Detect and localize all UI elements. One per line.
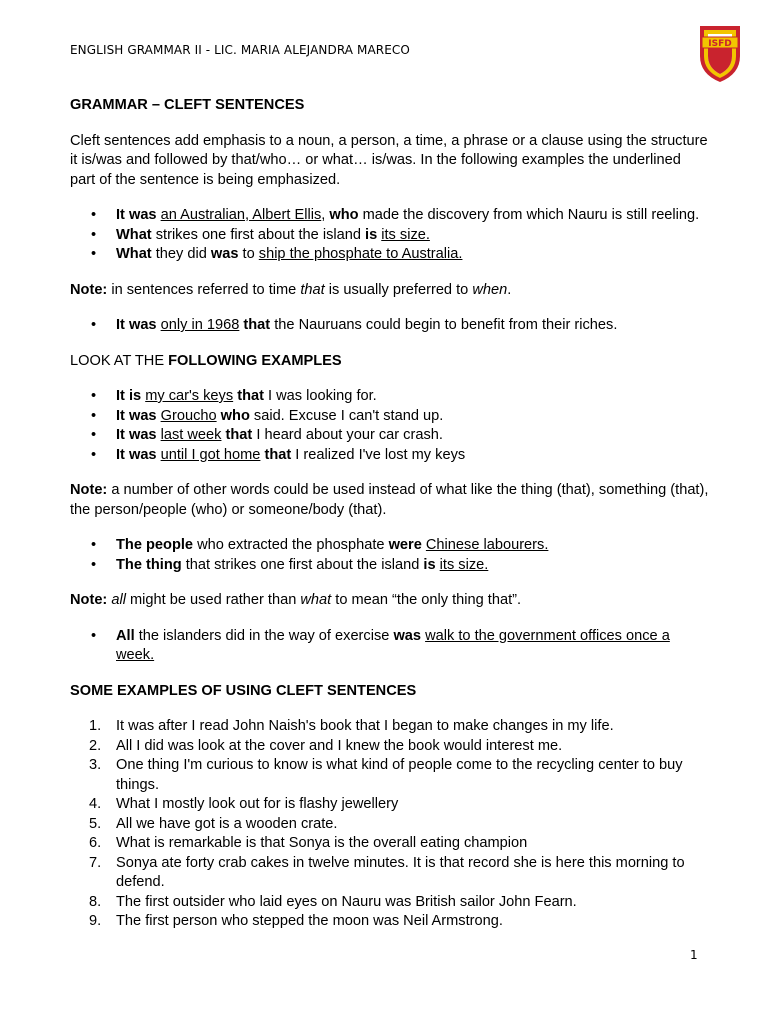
list-item: 2. All I did was look at the cover and I knew the book would interest me. (89, 737, 563, 754)
examples-heading: SOME EXAMPLES OF USING CLEFT SENTENCES (70, 682, 417, 699)
example-list-5 (70, 627, 710, 666)
page-title: GRAMMAR – CLEFT SENTENCES (70, 97, 305, 113)
list-item: • What strikes one first about the island is its size. (116, 226, 710, 246)
look-heading: LOOK AT THE FOLLOWING EXAMPLES (70, 352, 342, 369)
list-item: 6. What is remarkable is that Sonya is the overall eating champion (89, 835, 528, 851)
logo-text: ISFD (708, 39, 732, 49)
list-item: • What they did was to ship the phosphate to Australia. (116, 245, 710, 265)
list-item: • It is my car's keys that I was looking for. (116, 387, 710, 407)
page-number: 1 (690, 948, 698, 962)
list-item: • It was an Australian, Albert Ellis, who made the discovery from which Nauru is still reeling. (116, 206, 710, 226)
document-body (70, 96, 710, 932)
list-item: • It was last week that I heard about your car crash. (116, 426, 710, 446)
example-list-2 (70, 316, 710, 336)
note-2: Note: a number of other words could be used instead of what like the thing (that), something (that), the person/people (who) or someone/body (that). (70, 482, 709, 518)
list-item: 3. One thing I'm curious to know is what kind of people come to the recycling center to buy things. (89, 757, 683, 793)
note-3: Note: all might be used rather than what to mean “the only thing that”. (70, 592, 522, 608)
list-item: • It was until I got home that I realized I've lost my keys (116, 446, 710, 466)
example-list-3 (70, 387, 710, 465)
isfd-logo (696, 22, 744, 84)
intro-paragraph: Cleft sentences add emphasis to a noun, a person, a time, a phrase or a clause using the structure it is/was and followed by that/who… or what… is/was. In the following examples the underlined part of the sentence is being emphasized. (70, 132, 708, 188)
list-item: 9. The first person who stepped the moon was Neil Armstrong. (89, 913, 503, 929)
list-item: • The thing that strikes one first about the island is its size. (116, 556, 710, 576)
page-header: ENGLISH GRAMMAR II - LIC. MARIA ALEJANDRA MARECO (70, 43, 410, 57)
example-list-4 (70, 536, 710, 575)
example-list-1 (70, 206, 710, 265)
list-item: 1. It was after I read John Naish's book that I began to make changes in my life. (89, 718, 614, 734)
list-item: • It was Groucho who said. Excuse I can't stand up. (116, 407, 710, 427)
shield-logo-icon (696, 22, 744, 84)
list-item: 8. The first outsider who laid eyes on Nauru was British sailor John Fearn. (89, 893, 577, 910)
list-item: 5. All we have got is a wooden crate. (89, 815, 338, 832)
note-1: Note: in sentences referred to time that is usually preferred to when. (70, 281, 512, 298)
list-item: 4. What I mostly look out for is flashy jewellery (89, 796, 399, 812)
list-item: • It was only in 1968 that the Nauruans could begin to benefit from their riches. (116, 316, 710, 336)
list-item: • All the islanders did in the way of exercise was walk to the government offices once a week. (116, 627, 710, 666)
numbered-examples (70, 717, 710, 932)
list-item: 7. Sonya ate forty crab cakes in twelve minutes. It is that record she is here this morning to defend. (89, 854, 685, 890)
list-item: • The people who extracted the phosphate were Chinese labourers. (116, 536, 710, 556)
